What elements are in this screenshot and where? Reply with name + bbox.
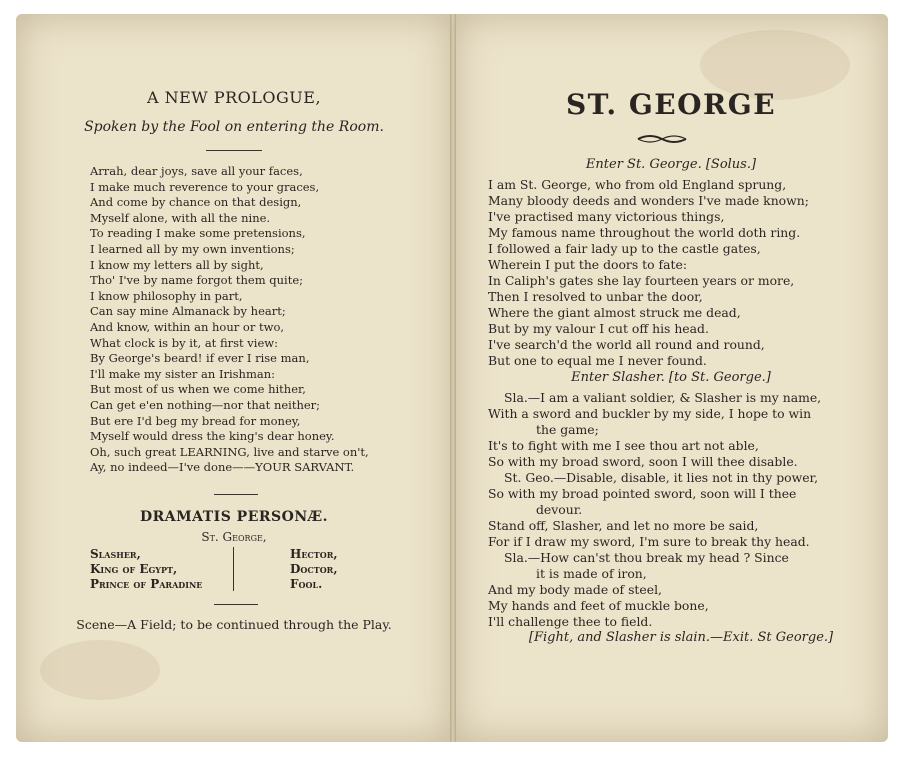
dramatis-personae-lead: St. George, (201, 530, 267, 544)
text-line: Fool. (290, 577, 323, 591)
prologue-title: A NEW PROLOGUE, (146, 88, 322, 107)
stage-direction: Enter St. George. [Solus.] (585, 157, 757, 172)
text-line: I followed a fair lady up to the castle gates, (488, 241, 761, 256)
text-line: King of Egypt, (90, 562, 178, 576)
text-line: Where the giant almost struck me dead, (488, 305, 741, 320)
divider (214, 494, 258, 495)
text-line: But one to equal me I never found. (488, 353, 707, 368)
prologue-text (90, 164, 369, 476)
text-line: By George's beard! if ever I rise man, (90, 351, 310, 366)
text-line: My famous name throughout the world doth ring. (488, 225, 801, 240)
text-line: Then I resolved to unbar the door, (488, 289, 703, 304)
dialogue-line: So with my broad pointed sword, soon will I thee (488, 486, 797, 501)
ornament-icon (636, 132, 688, 146)
text-line: Doctor, (290, 562, 338, 576)
dialogue-line: devour. (536, 502, 583, 517)
dialogue-line: And my body made of steel, (488, 582, 662, 597)
text-line: But by my valour I cut off his head. (488, 321, 709, 336)
dialogue-line: So with my broad sword, soon I will thee disable. (488, 454, 798, 469)
prologue-subtitle: Spoken by the Fool on entering the Room. (84, 119, 384, 135)
dialogue-line: Sla.—How can'st thou break my head ? Since (504, 550, 789, 565)
text-line: Wherein I put the doors to fate: (488, 257, 687, 272)
dialogue-line: I'll challenge thee to field. (488, 614, 653, 629)
dialogue-text (488, 390, 821, 630)
text-line: Arrah, dear joys, save all your faces, (90, 164, 303, 178)
dialogue-line: St. Geo.—Disable, disable, it lies not in thy power, (504, 470, 819, 485)
text-line: I know my letters all by sight, (90, 257, 264, 272)
text-line: But most of us when we come hither, (90, 382, 306, 397)
paper-stain (40, 640, 160, 700)
cast-list-right (290, 547, 338, 592)
text-line: I learned all by my own inventions; (90, 241, 295, 256)
stage-direction: Enter Slasher. [to St. George.] (571, 370, 771, 385)
text-line: I've practised many victorious things, (488, 209, 725, 224)
text-line: Many bloody deeds and wonders I've made known; (488, 193, 809, 208)
text-line: Myself alone, with all the nine. (90, 210, 271, 225)
text-line: What clock is by it, at first view: (90, 335, 279, 350)
play-text (488, 177, 809, 369)
text-line: Can get e'en nothing—nor that neither; (90, 397, 321, 412)
cast-divider (233, 547, 234, 591)
text-line: And come by chance on that design, (90, 195, 302, 210)
text-line: Ay, no indeed—I've done——YOUR SARVANT. (90, 460, 355, 475)
dialogue-line: My hands and feet of muckle bone, (488, 598, 709, 613)
dialogue-line: Sla.—I am a valiant soldier, & Slasher is my name, (504, 390, 822, 405)
text-line: I am St. George, who from old England sprung, (488, 177, 787, 192)
cast-list-left (90, 547, 202, 592)
text-line: To reading I make some pretensions, (90, 226, 306, 241)
text-line: I make much reverence to your graces, (90, 179, 320, 194)
text-line: Tho' I've by name forgot them quite; (90, 273, 304, 288)
text-line: I've search'd the world all round and round, (488, 337, 765, 352)
text-line: But ere I'd beg my bread for money, (90, 413, 301, 428)
play-title: ST. GEORGE (565, 88, 777, 121)
dialogue-line: It's to fight with me I see thou art not able, (488, 438, 759, 453)
text-line: Slasher, (90, 547, 141, 561)
divider (214, 604, 258, 605)
text-line: Oh, such great LEARNING, live and starve on't, (90, 444, 369, 459)
scene-line: Scene—A Field; to be continued through the Play. (76, 617, 392, 632)
dramatis-personae-title: DRAMATIS PERSONÆ. (140, 509, 328, 525)
dialogue-line: the game; (536, 422, 599, 437)
text-line: Myself would dress the king's dear honey. (90, 429, 335, 444)
dialogue-line: Stand off, Slasher, and let no more be said, (488, 518, 759, 533)
text-line: And know, within an hour or two, (90, 319, 285, 334)
divider (206, 150, 262, 151)
dialogue-line: With a sword and buckler by my side, I hope to win (488, 406, 812, 421)
text-line: Can say mine Almanack by heart; (90, 304, 286, 319)
dialogue-line: it is made of iron, (536, 566, 647, 581)
text-line: Prince of Paradine (90, 577, 203, 591)
text-line: Hector, (290, 547, 338, 561)
dialogue-line: For if I draw my sword, I'm sure to break thy head. (488, 534, 810, 549)
text-line: In Caliph's gates she lay fourteen years or more, (488, 273, 795, 288)
closing-stage-direction: [Fight, and Slasher is slain.—Exit. St George.] (528, 630, 834, 645)
text-line: I'll make my sister an Irishman: (90, 366, 276, 381)
text-line: I know philosophy in part, (90, 288, 243, 303)
